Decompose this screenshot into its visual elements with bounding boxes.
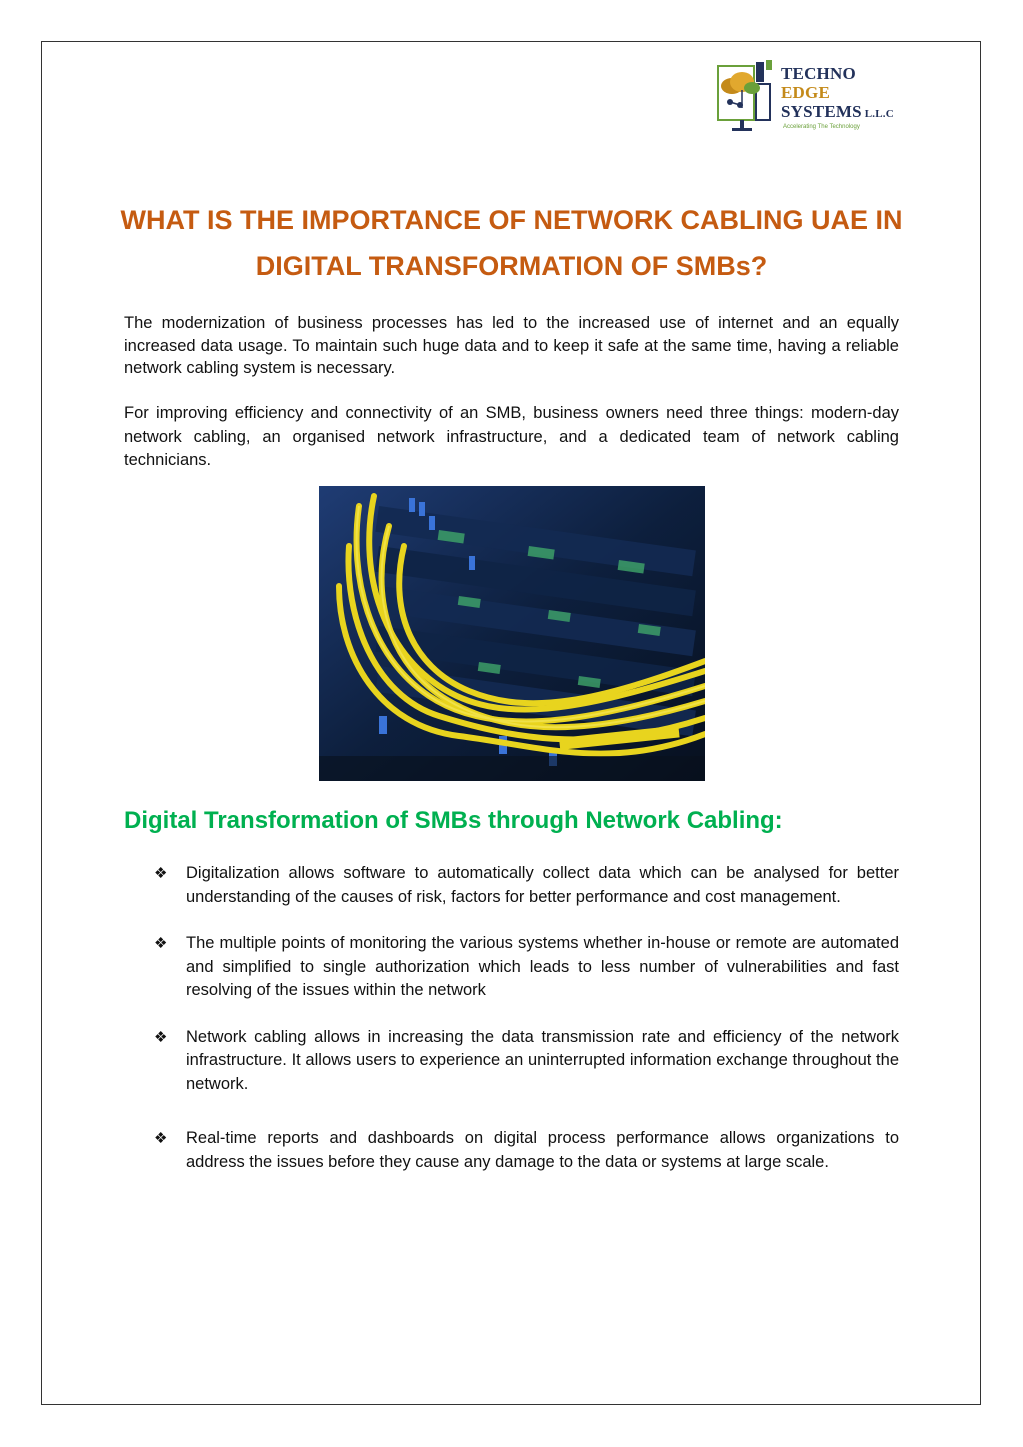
section-heading: Digital Transformation of SMBs through Network Cabling: [124, 807, 783, 834]
network-rack-photo [319, 486, 705, 781]
list-item-text: The multiple points of monitoring the various systems whether in-house or remote are automated and simplified to single authorization which leads to less number of vulnerabilities and fast resolving of the issues within the network [186, 934, 899, 999]
logo-tagline: Accelerating The Technology [783, 124, 860, 130]
cloud-monitor-logo-icon [716, 60, 778, 134]
list-item-text: Network cabling allows in increasing the data transmission rate and efficiency of the network infrastructure. It allows users to experience an uninterrupted information exchange throughout the network. [186, 1027, 899, 1093]
diamond-bullet-icon: ❖ [154, 1028, 168, 1046]
list-item-text: Real-time reports and dashboards on digital process performance allows organizations to address the issues before they cause any damage to the data or systems at large scale. [186, 1129, 899, 1171]
logo-line-systems [781, 102, 894, 124]
list-item [124, 862, 899, 909]
logo-systems-text: SYSTEMS [781, 102, 862, 121]
logo-line-edge: EDGE [781, 83, 830, 102]
benefits-list [124, 862, 899, 1174]
company-logo [716, 60, 896, 140]
list-item-text: Digitalization allows software to automatically collect data which can be analysed for better understanding of the causes of risk, factors for better performance and cost management. [186, 864, 899, 906]
intro-paragraph: The modernization of business processes has led to the increased use of internet and an equally increased data usage. To maintain such huge data and to keep it safe at the same time, having a reliable network cabling system is necessary. [124, 314, 899, 377]
logo-llc-suffix: L.L.C [864, 108, 894, 120]
requirements-paragraph: For improving efficiency and connectivity of an SMB, business owners need three things: modern-day network cabling, an organised network infrastructure, and a dedicated team of network cabling technicians. [124, 404, 899, 469]
diamond-bullet-icon: ❖ [154, 1130, 168, 1147]
diamond-bullet-icon: ❖ [154, 935, 168, 952]
network-cabling-image [319, 486, 705, 781]
list-item [124, 932, 899, 1003]
logo-wordmark [781, 64, 894, 124]
list-item [124, 1026, 899, 1097]
logo-line-techno: TECHNO [781, 64, 856, 83]
list-item [124, 1127, 899, 1174]
document-title: WHAT IS THE IMPORTANCE OF NETWORK CABLING UAE IN DIGITAL TRANSFORMATION OF SMBs? [120, 205, 903, 281]
diamond-bullet-icon: ❖ [154, 865, 168, 882]
